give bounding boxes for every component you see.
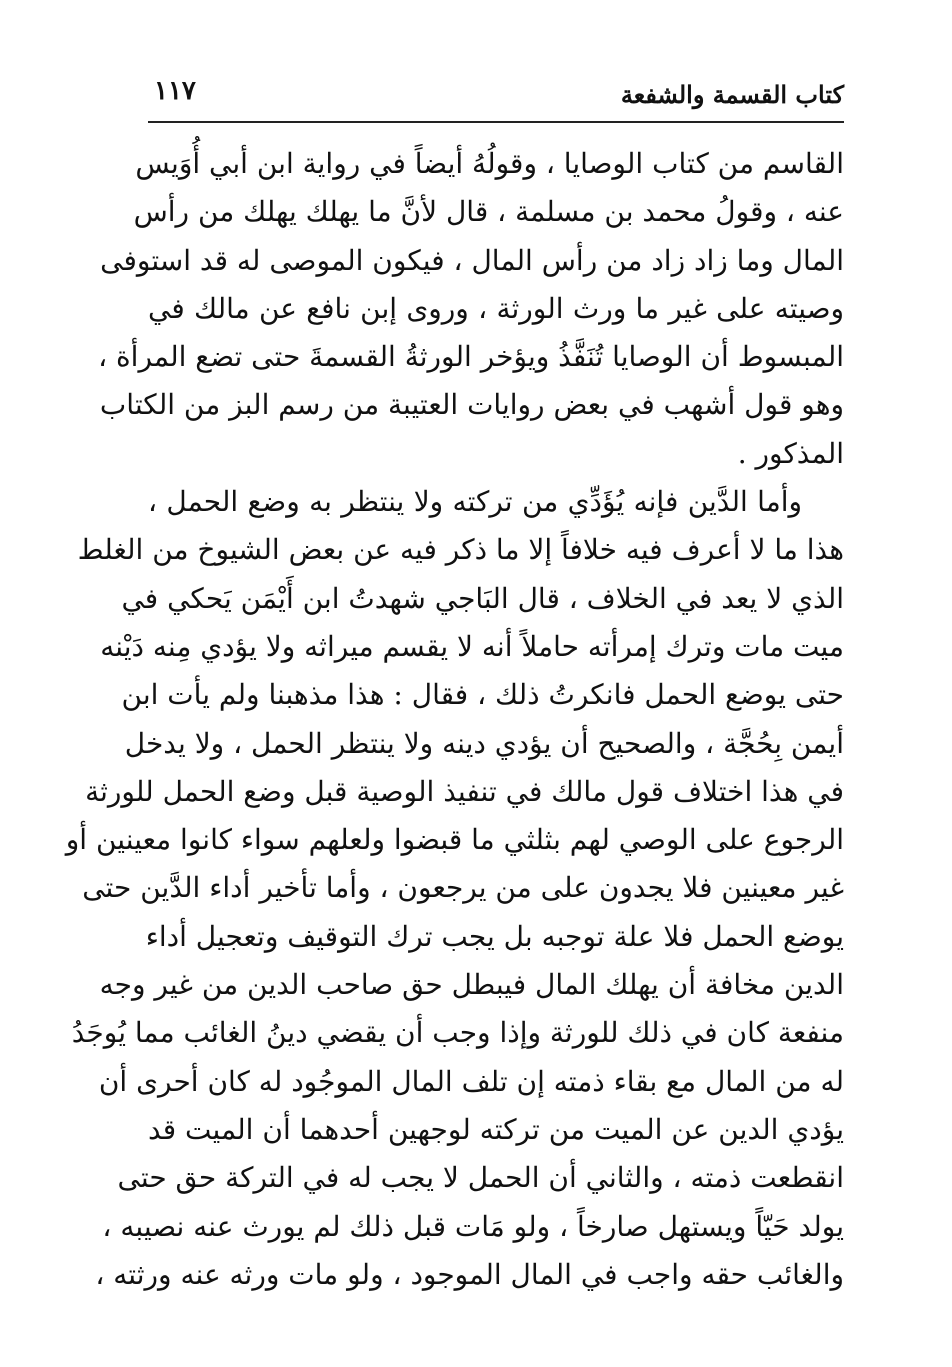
body-text xyxy=(65,140,844,1299)
text-line: المال وما زاد زاد من رأس المال ، فيكون الموصى له قد استوفى xyxy=(100,243,844,277)
text-line: ميت مات وترك إمرأته حاملاً أنه لا يقسم ميراثه ولا يؤدي مِنه دَيْنه xyxy=(100,629,844,663)
text-line: منفعة كان في ذلك للورثة وإذا وجب أن يقضي دينُ الغائب مما يُوجَدُ xyxy=(71,1016,844,1050)
text-line: وهو قول أشهب في بعض روايات العتيبة من رسم البز من الكتاب xyxy=(99,388,844,422)
text-line: الذي لا يعد في الخلاف ، قال البَاجي شهدتُ ابن أَيْمَن يَحكي في xyxy=(121,581,844,615)
text-line: في هذا اختلاف قول مالك في تنفيذ الوصية قبل وضع الحمل للورثة xyxy=(85,774,844,808)
text-line: يوضع الحمل فلا علة توجبه بل يجب ترك التوقيف وتعجيل أداء xyxy=(145,919,844,953)
text-line: يؤدي الدين عن الميت من تركته لوجهين أحدهما أن الميت قد xyxy=(148,1112,844,1146)
text-line: حتى يوضع الحمل فانكرتُ ذلك ، فقال : هذا مذهبنا ولم يأت ابن xyxy=(121,678,844,712)
text-line: المذكور . xyxy=(737,436,844,470)
text-line: القاسم من كتاب الوصايا ، وقولُهُ أيضاً في رواية ابن أبي أُوَيس xyxy=(135,147,844,180)
text-line: أيمن بِحُجَّة ، والصحيح أن يؤدي دينه ولا ينتظر الحمل ، ولا يدخل xyxy=(124,726,844,760)
text-line: له من المال مع بقاء ذمته إن تلف المال الموجُود له كان أحرى أن xyxy=(98,1064,844,1098)
text-line: الرجوع على الوصي لهم بثلثي ما قبضوا ولعلهم سواء كانوا معينين أو xyxy=(65,823,844,857)
text-line: وصيته على غير ما ورث الورثة ، وروى إبن نافع عن مالك في xyxy=(148,291,844,325)
text-line: انقطعت ذمته ، والثاني أن الحمل لا يجب له في التركة حق حتى xyxy=(117,1161,844,1195)
text-line: غير معينين فلا يجدون على من يرجعون ، وأما تأخير أداء الدَّين حتى xyxy=(82,871,844,905)
page-number: ١١٧ xyxy=(154,76,196,106)
text-line: المبسوط أن الوصايا تُنَفَّذُ ويؤخر الورثةُ القسمةَ حتى تضع المرأة ، xyxy=(98,340,844,374)
header-divider xyxy=(148,121,844,123)
text-line: الدين مخافة أن يهلك المال فيبطل حق صاحب الدين من غير وجه xyxy=(99,968,844,1002)
running-title: كتاب القسمة والشفعة xyxy=(620,80,844,109)
text-line: عنه ، وقولُ محمد بن مسلمة ، قال لأنَّ ما يهلك يهلك من رأس xyxy=(133,195,844,229)
paragraph-first-line: وأما الدَّين فإنه يُؤَدِّي من تركته ولا ينتظر به وضع الحمل ، xyxy=(148,485,802,519)
page-header xyxy=(148,72,844,120)
text-line: والغائب حقه واجب في المال الموجود ، ولو مات ورثه عنه ورثته ، xyxy=(95,1257,844,1291)
text-line: يولد حَيّاً ويستهل صارخاً ، ولو مَات قبل ذلك لم يورث عنه نصيبه ، xyxy=(102,1209,844,1243)
text-line: هذا ما لا أعرف فيه خلافاً إلا ما ذكر فيه عن بعض الشيوخ من الغلط xyxy=(77,533,844,567)
